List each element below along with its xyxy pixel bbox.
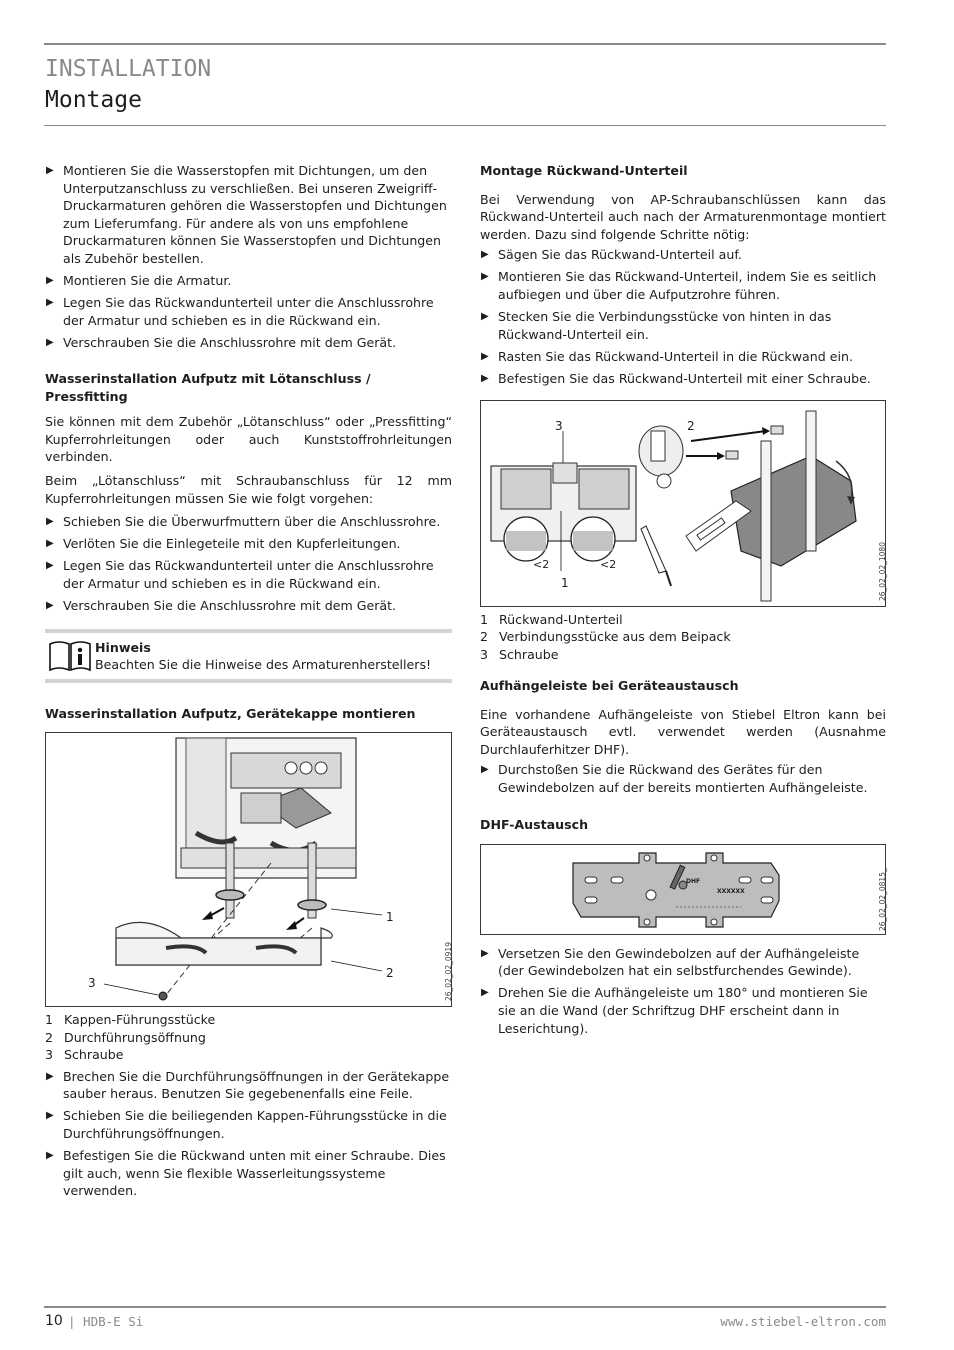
- callout-label: 3: [555, 418, 563, 433]
- legend-item: 1 Rückwand-Unterteil: [480, 611, 623, 627]
- angle-label: <2: [600, 557, 617, 571]
- list-item: ▶ Versetzen Sie den Gewindebolzen auf der Aufhängeleiste (der Gewindebolzen hat ein selbstfurchendes Gewinde).: [480, 945, 886, 980]
- paragraph: Beim „Lötanschluss“ mit Schraubanschluss für 12 mm Kupferrohrleitungen müssen Sie wie folgt vorgehen:: [45, 472, 452, 506]
- legend-item: 1 Kappen-Führungsstücke: [45, 1012, 216, 1028]
- list-item: ▶ Verschrauben Sie die Anschlussrohre mit dem Gerät.: [45, 597, 452, 615]
- angle-label: <2: [533, 557, 550, 571]
- section-heading: Aufhängeleiste bei Geräteaustausch: [480, 678, 739, 694]
- figure-backplate-lower: [480, 400, 886, 607]
- callout-label: 2: [687, 418, 695, 433]
- list-item: ▶ Montieren Sie die Wasserstopfen mit Dichtungen, um den Unterputzanschluss zu verschließen. Bei unseren Zweigriff-Druckarmaturen gehören die Wasserstopfen und Dichtungen zum Lieferumfang. Für andere als von uns empfohlene Druckarmaturen können Sie Wasserstopfen und Dichtungen als Zubehör bestellen.: [45, 162, 452, 268]
- footer-model: | HDB-E Si: [68, 1314, 144, 1329]
- list-item: ▶ Befestigen Sie die Rückwand unten mit einer Schraube. Dies gilt auch, wenn Sie flexible Wasserleitungssysteme verwenden.: [45, 1147, 452, 1200]
- figure-code: 26_02_02_1080: [878, 541, 887, 601]
- list-item: ▶ Stecken Sie die Verbindungsstücke von hinten in das Rückwand-Unterteil ein.: [480, 308, 886, 343]
- dhf-rail-illustration: [481, 845, 885, 934]
- list-item: ▶ Brechen Sie die Durchführungsöffnungen in der Gerätekappe sauber heraus. Benutzen Sie gegebenenfalls eine Feile.: [45, 1068, 452, 1103]
- callout-label: 2: [386, 966, 394, 981]
- list-item: ▶ Drehen Sie die Aufhängeleiste um 180° und montieren Sie sie an die Wand (der Schriftzug DHF erscheint dann in Leserichtung).: [480, 984, 886, 1037]
- rail-marking: XXXXXX: [717, 887, 745, 895]
- list-item: ▶ Sägen Sie das Rückwand-Unterteil auf.: [480, 246, 886, 264]
- rail-marking-dhf: DHF: [686, 877, 701, 885]
- figure-legend: [480, 611, 886, 664]
- list-item: ▶ Montieren Sie das Rückwand-Unterteil, indem Sie es seitlich aufbiegen und über die Aufputzrohre führen.: [480, 268, 886, 303]
- legend-item: 2 Durchführungsöffnung: [45, 1029, 206, 1045]
- list-item: ▶ Legen Sie das Rückwandunterteil unter die Anschlussrohre der Armatur und schieben es in die Rückwand ein.: [45, 294, 452, 329]
- footer-url[interactable]: www.stiebel-eltron.com: [720, 1314, 886, 1329]
- legend-item: 2 Verbindungsstücke aus dem Beipack: [480, 629, 731, 645]
- page-number: 10: [45, 1313, 63, 1329]
- list-item: ▶ Schieben Sie die Überwurfmuttern über die Anschlussrohre.: [45, 513, 452, 531]
- legend-item: 3 Schraube: [480, 646, 559, 662]
- list-item: ▶ Montieren Sie die Armatur.: [45, 272, 452, 290]
- figure-cap-mounting: [45, 732, 452, 1007]
- figure-dhf-rail: [480, 844, 886, 935]
- list-item: ▶ Legen Sie das Rückwandunterteil unter die Anschlussrohre der Armatur und schieben es in die Rückwand ein.: [45, 557, 452, 592]
- header-bottom-rule: [44, 125, 886, 126]
- footer-rule: [44, 1306, 886, 1308]
- section-heading: Montage Rückwand-Unterteil: [480, 163, 688, 178]
- paragraph: Eine vorhandene Aufhängeleiste von Stiebel Eltron kann bei Geräteaustausch evtl. verwendet werden (Ausnahme Durchlauferhitzer DHF).: [480, 706, 886, 757]
- figure-code: 26_02_02_0815_: [878, 867, 887, 931]
- section-title: INSTALLATION: [45, 56, 212, 82]
- list-item: ▶ Durchstoßen Sie die Rückwand des Gerätes für den Gewindebolzen auf der bereits montierten Aufhängeleiste.: [480, 761, 886, 796]
- note-box: [45, 629, 452, 683]
- paragraph: Sie können mit dem Zubehör „Lötanschluss“ oder „Pressfitting“ Kupferrohrleitungen oder auch Kunststoffrohrleitungen verbinden.: [45, 414, 452, 465]
- section-heading: DHF-Austausch: [480, 817, 589, 833]
- figure-code: 26_02_02_0919: [444, 942, 453, 1002]
- left-column: [45, 162, 452, 1204]
- legend-item: 3 Schraube: [45, 1047, 124, 1063]
- list-item: ▶ Rasten Sie das Rückwand-Unterteil in die Rückwand ein.: [480, 348, 886, 366]
- callout-label: 1: [386, 910, 394, 925]
- section-heading: Wasserinstallation Aufputz mit Lötanschluss / Pressfitting: [45, 370, 371, 404]
- note-text: Beachten Sie die Hinweise des Armaturenherstellers!: [95, 657, 432, 673]
- header-top-rule: [44, 43, 886, 45]
- page-title: Montage: [45, 87, 142, 113]
- info-book-icon: [48, 640, 92, 677]
- backplate-lower-illustration: [481, 401, 885, 606]
- list-item: ▶ Verlöten Sie die Einlegeteile mit den Kupferleitungen.: [45, 535, 452, 553]
- paragraph: Bei Verwendung von AP-Schraubanschlüssen kann das Rückwand-Unterteil auch nach der Armaturenmontage montiert werden. Dazu sind folgende Schritte nötig:: [480, 191, 886, 242]
- callout-label: 1: [561, 575, 569, 590]
- list-item: ▶ Verschrauben Sie die Anschlussrohre mit dem Gerät.: [45, 334, 452, 352]
- callout-label: 3: [88, 976, 96, 991]
- list-item: ▶ Schieben Sie die beiliegenden Kappen-Führungsstücke in die Durchführungsöffnungen.: [45, 1107, 452, 1142]
- note-title: Hinweis: [95, 639, 151, 655]
- list-item: ▶ Befestigen Sie das Rückwand-Unterteil mit einer Schraube.: [480, 370, 886, 388]
- right-column: [480, 162, 886, 1042]
- figure-legend: [45, 1011, 452, 1064]
- section-heading: Wasserinstallation Aufputz, Gerätekappe montieren: [45, 705, 416, 721]
